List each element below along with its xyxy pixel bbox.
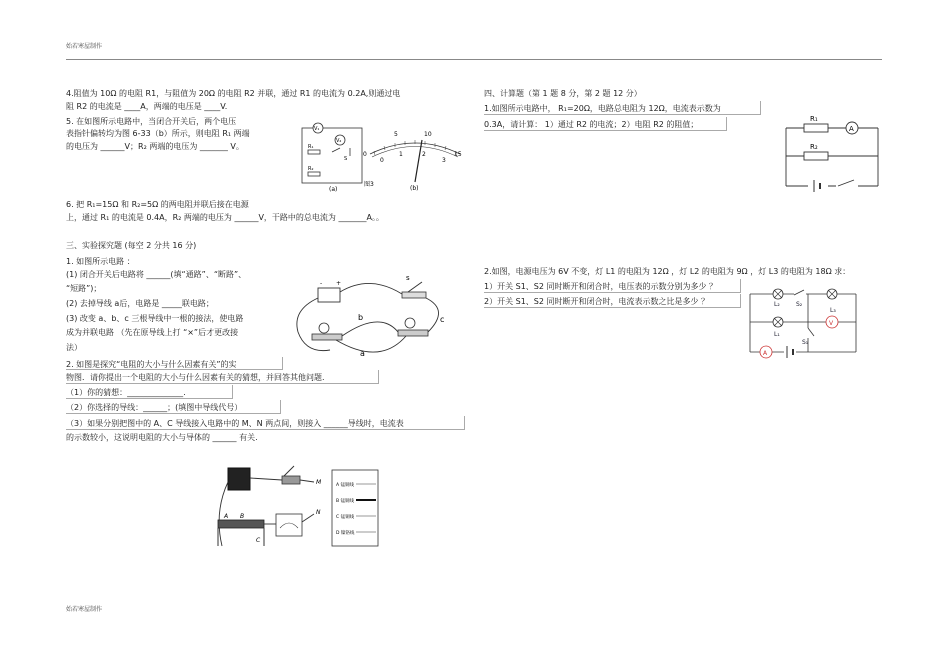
- apparatus-a-label: A: [224, 513, 229, 520]
- battery-minus: -: [320, 280, 323, 287]
- fig2-l3-label: L₃: [830, 307, 836, 314]
- sec3-title: 三、实验探究题 (每空 2 分共 16 分): [66, 241, 197, 250]
- q2r-box: [484, 294, 741, 308]
- sec4-q1-l2: 0.3A，请计算： 1）通过 R2 的电流；2）电阻 R2 的阻值；: [484, 120, 699, 129]
- q6-line2: 上，通过 R₁ 的电流是 0.4A，R₂ 两端的电压为 ______V，干路中的总电流为 _______A。。: [66, 213, 384, 222]
- apparatus-m-label: M: [316, 479, 322, 486]
- meter-top-tick: 5: [394, 131, 398, 138]
- q5-circuit-figure: [296, 118, 368, 194]
- wire-b-label: b: [358, 313, 364, 322]
- q5-r2-label: R₂: [308, 166, 314, 172]
- q2r-box: [484, 279, 741, 293]
- apparatus-c-label: C: [256, 537, 261, 544]
- sec3-q1-l4: (3) 改变 a、b、c 三根导线中一根的接法，使电路: [66, 314, 244, 323]
- sec4-title: 四、计算题（第 1 题 8 分，第 2 题 12 分）: [484, 89, 642, 98]
- q4-line2: 阻 R2 的电流是 ____A，两端的电压是 ____V.: [66, 102, 228, 111]
- switch-s-label: s: [406, 274, 410, 282]
- q2-box: [66, 416, 465, 430]
- fig1-r1-label: R₁: [810, 115, 818, 123]
- fig2-l2-label: L₂: [774, 301, 780, 308]
- meter-bottom-tick: 3: [442, 157, 446, 164]
- sec3-q1-l5: 成为并联电路 （先在原导线上打 “×”后才更改接: [66, 328, 239, 337]
- apparatus-n-label: N: [316, 509, 321, 516]
- q5-v2-label: V₂: [336, 138, 342, 144]
- wire-a-label: a: [360, 349, 365, 358]
- q2-box: [66, 357, 283, 370]
- fig1-a-label: A: [849, 125, 854, 133]
- sec3-q2-s2: （2）你选择的导线：______；(填图中导线代号）: [66, 403, 243, 412]
- sec4-q2-l2: 1）开关 S1、S2 同时断开和闭合时，电压表的示数分别为多少 ？: [484, 282, 718, 291]
- fig1-r2-label: R₂: [810, 143, 818, 151]
- q1-box: [484, 101, 761, 115]
- sec3-q1-l6: 法）: [66, 343, 82, 352]
- q5-s-label: S: [344, 156, 348, 162]
- sec3-q1-title: 1. 如图所示电路 ：: [66, 257, 135, 266]
- meter-end-right: 15: [454, 151, 462, 158]
- sec3-q2-s4: 的示数较小，这说明电阻的大小与导体的 ______ 有关.: [66, 433, 258, 442]
- legend-c: C 锰铜线: [336, 515, 355, 520]
- meter-top-tick: 10: [424, 131, 432, 138]
- header-rule: [66, 59, 882, 60]
- sec3-q1-l2: “短路”)；: [66, 284, 102, 293]
- sec4-q2-l1: 2.如图，电源电压为 6V 不变，灯 L1 的电阻为 12Ω ，灯 L2 的电阻为 9Ω ，灯 L3 的电阻为 18Ω 求：: [484, 267, 851, 276]
- q5-line3: 的电压为 ______V；R₂ 两端的电压为 _______ V。: [66, 142, 244, 151]
- fig2-a-label: A: [763, 350, 768, 357]
- q5-fig-a-label: (a): [329, 186, 338, 193]
- q4-line1: 4.阻值为 10Ω 的电阻 R1，与阻值为 20Ω 的电阻 R2 并联，通过 R1 的电流为 0.2A,则通过电: [66, 89, 401, 98]
- fig2-s2-label: S₂: [796, 301, 803, 308]
- q6-line1: 6. 把 R₁=15Ω 和 R₂=5Ω 的两电阻并联后接在电源: [66, 200, 249, 209]
- q5-line2: 表指针偏转均为图 6-33（b）所示，则电阻 R₁ 两端: [66, 129, 250, 138]
- sec3-q2-s1: （1）你的猜想：______________.: [66, 388, 186, 397]
- q5-fig-label: 图3: [364, 181, 374, 188]
- legend-d: D 镍铬线: [336, 531, 355, 536]
- sec3-q2-s3: （3）如果分别把图中的 A、C 导线接入电路中的 M、N 两点间，则接入 ______导线时，电流表: [66, 419, 404, 428]
- sec3-q1-l3: (2) 去掉导线 a后，电路是 _____联电路；: [66, 299, 214, 308]
- sec3-q2-l1: 2. 如图是探究“电阻的大小与什么因素有关”的实: [66, 360, 237, 369]
- legend-b: B 锰铜线: [336, 499, 355, 504]
- sec3-q1-circuit-figure: [290, 270, 460, 362]
- q5-line1: 5. 在如图所示电路中，当闭合开关后，两个电压: [66, 117, 237, 126]
- meter-bottom-tick: 2: [422, 151, 426, 158]
- sec3-q1-l1: (1) 闭合开关后电路将 ______(填“通路”、“断路”、: [66, 270, 247, 279]
- sec4-q2-circuit-figure: [744, 282, 864, 360]
- legend-a: A 锰铜线: [336, 483, 355, 488]
- sec3-q2-apparatus-figure: [210, 462, 380, 554]
- q5-v1-label: V₁: [314, 126, 320, 132]
- q5-r1-label: R₁: [308, 144, 314, 150]
- q1-box: [484, 117, 727, 131]
- wire-c-label: c: [440, 315, 445, 324]
- fig2-l1-label: L₁: [774, 331, 780, 338]
- footer-watermark: 始若寒屋制作: [66, 606, 103, 613]
- q5-fig-b-label: (b): [410, 185, 419, 192]
- q2-box: [66, 400, 281, 414]
- sec4-q1-circuit-figure: [778, 110, 884, 192]
- q2-box: [66, 370, 379, 384]
- meter-bottom-tick: 0: [380, 157, 384, 164]
- meter-bottom-tick: 1: [399, 151, 403, 158]
- fig2-v-label: V: [829, 320, 834, 327]
- q5-meter-figure: [362, 126, 468, 194]
- header-watermark: 始若寒屋制作: [66, 43, 103, 50]
- q2-box: [66, 385, 233, 399]
- sec4-q2-l3: 2）开关 S1、S2 同时断开和闭合时，电流表示数之比是多少 ？: [484, 297, 710, 306]
- battery-plus: +: [336, 280, 342, 287]
- sec4-q1-l1: 1.如图所示电路中， R₁=20Ω，电路总电阻为 12Ω，电流表示数为: [484, 104, 721, 113]
- fig2-s1-label: S₁: [802, 339, 809, 346]
- meter-end-left: 0: [363, 151, 367, 158]
- apparatus-b-label: B: [240, 513, 245, 520]
- sec3-q2-l2: 物图．请你提出一个电阻的大小与什么因素有关的猜想，并回答其他问题.: [66, 373, 325, 382]
